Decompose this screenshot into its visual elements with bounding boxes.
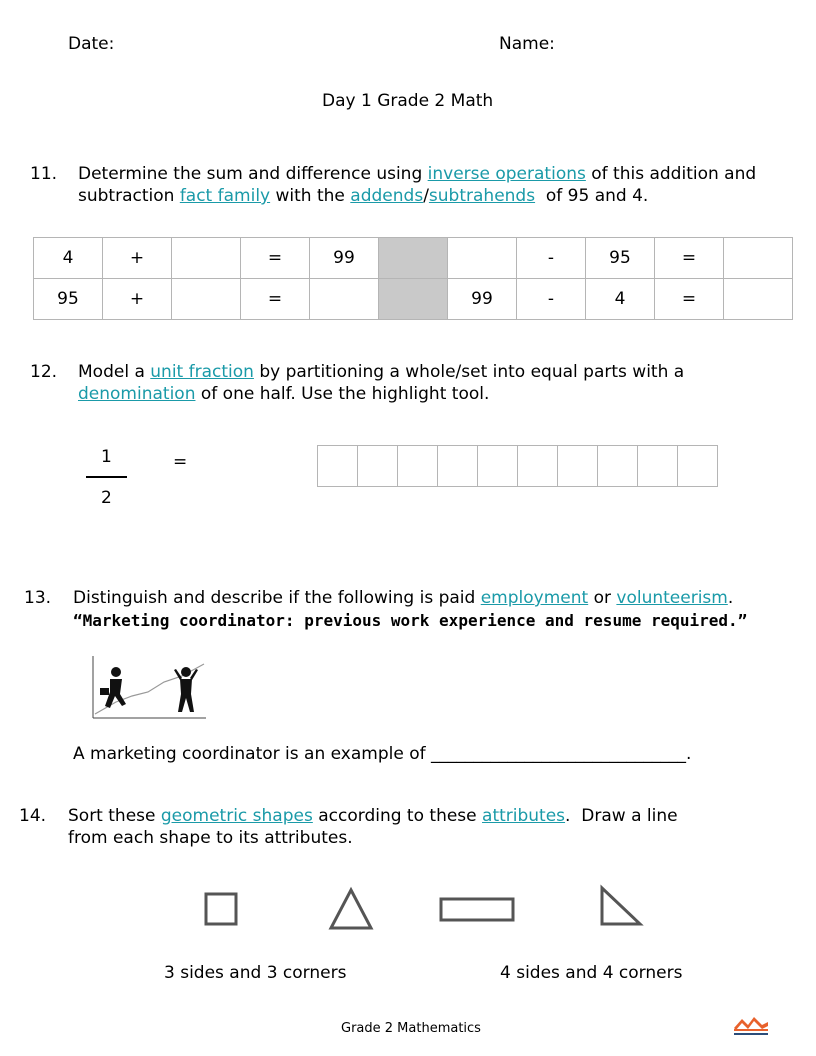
partition-box[interactable]: [638, 446, 678, 486]
right-triangle-icon: [602, 888, 640, 924]
link-addends[interactable]: addends: [350, 186, 424, 206]
link-attributes[interactable]: attributes: [482, 806, 566, 826]
q14-text: . Draw a line: [565, 806, 678, 826]
question-12-number: 12.: [30, 362, 58, 382]
q11-text: /: [423, 186, 429, 206]
table-cell: 99: [448, 279, 517, 320]
answer-cell[interactable]: [310, 279, 379, 320]
page-title: Day 1 Grade 2 Math: [322, 91, 494, 111]
attribute-four-sides[interactable]: 4 sides and 4 corners: [500, 963, 683, 983]
q11-text: of this addition and: [585, 164, 757, 184]
equals-sign: =: [173, 452, 188, 472]
question-11-line-2: [78, 186, 648, 206]
date-label: Date:: [68, 34, 115, 54]
name-label: Name:: [499, 34, 555, 54]
table-cell: +: [103, 238, 172, 279]
table-cell: 95: [34, 279, 103, 320]
fraction-numerator: 1: [101, 447, 112, 467]
question-12-line-2: [78, 384, 489, 404]
attribute-three-sides[interactable]: 3 sides and 3 corners: [164, 963, 347, 983]
question-11-line-1: [78, 164, 756, 184]
q12-text: of one half. Use the highlight tool.: [195, 384, 490, 404]
table-cell: 95: [586, 238, 655, 279]
link-unit-fraction[interactable]: unit fraction: [150, 362, 254, 382]
q13-text: or: [588, 588, 617, 608]
q11-text: subtraction: [78, 186, 180, 206]
answer-cell[interactable]: [172, 279, 241, 320]
partition-box[interactable]: [438, 446, 478, 486]
table-cell: 4: [586, 279, 655, 320]
link-inverse-operations[interactable]: inverse operations: [427, 164, 586, 184]
q13-text: .: [727, 588, 734, 608]
partition-box[interactable]: [518, 446, 558, 486]
question-14-line-1: [68, 806, 678, 826]
partition-box[interactable]: [398, 446, 438, 486]
partition-box[interactable]: [358, 446, 398, 486]
triangle-icon: [331, 890, 371, 928]
fraction-bar: [86, 476, 127, 478]
link-fact-family[interactable]: fact family: [179, 186, 271, 206]
table-cell: =: [241, 238, 310, 279]
q12-text: by partitioning a whole/set into equal parts with a: [253, 362, 685, 382]
table-cell: -: [517, 238, 586, 279]
partition-box[interactable]: [678, 446, 717, 486]
mountain-logo-icon: [732, 1014, 770, 1038]
q11-text: of 95 and 4.: [535, 186, 649, 206]
table-cell: 99: [310, 238, 379, 279]
link-subtrahends[interactable]: subtrahends: [428, 186, 536, 206]
career-growth-icon: [86, 650, 210, 724]
question-13-line-1: [73, 588, 733, 608]
link-denomination[interactable]: denomination: [78, 384, 196, 404]
question-11-number: 11.: [30, 164, 58, 184]
partition-boxes: [317, 445, 718, 487]
question-13-number: 13.: [24, 588, 52, 608]
link-employment[interactable]: employment: [480, 588, 589, 608]
table-cell: =: [241, 279, 310, 320]
fraction-denominator: 2: [101, 488, 112, 508]
answer-cell[interactable]: [724, 238, 793, 279]
answer-prompt[interactable]: A marketing coordinator is an example of ______________________________.: [73, 744, 692, 764]
table-row: [34, 279, 793, 320]
q11-text: Determine the sum and difference using: [78, 164, 428, 184]
partition-box[interactable]: [318, 446, 358, 486]
answer-cell[interactable]: [724, 279, 793, 320]
table-row: [34, 238, 793, 279]
table-cell: =: [655, 238, 724, 279]
q12-text: Model a: [78, 362, 151, 382]
table-cell: -: [517, 279, 586, 320]
table-cell: 4: [34, 238, 103, 279]
shapes-row: [200, 880, 650, 936]
question-14-number: 14.: [19, 806, 47, 826]
question-12-line-1: [78, 362, 684, 382]
q11-text: with the: [270, 186, 351, 206]
answer-cell[interactable]: [172, 238, 241, 279]
link-volunteerism[interactable]: volunteerism: [616, 588, 728, 608]
shaded-divider-cell: [379, 238, 448, 279]
partition-box[interactable]: [598, 446, 638, 486]
question-14-line-2: from each shape to its attributes.: [68, 828, 353, 848]
table-cell: =: [655, 279, 724, 320]
partition-box[interactable]: [558, 446, 598, 486]
shaded-divider-cell: [379, 279, 448, 320]
job-posting-quote: “Marketing coordinator: previous work experience and resume required.”: [73, 611, 748, 630]
q14-text: according to these: [312, 806, 483, 826]
rectangle-icon: [441, 899, 513, 920]
table-cell: +: [103, 279, 172, 320]
q13-text: Distinguish and describe if the following is paid: [73, 588, 481, 608]
footer-text: Grade 2 Mathematics: [341, 1021, 481, 1036]
partition-box[interactable]: [478, 446, 518, 486]
square-icon: [206, 894, 236, 924]
fact-family-table: [33, 237, 793, 320]
link-geometric-shapes[interactable]: geometric shapes: [160, 806, 313, 826]
answer-cell[interactable]: [448, 238, 517, 279]
q14-text: Sort these: [68, 806, 161, 826]
